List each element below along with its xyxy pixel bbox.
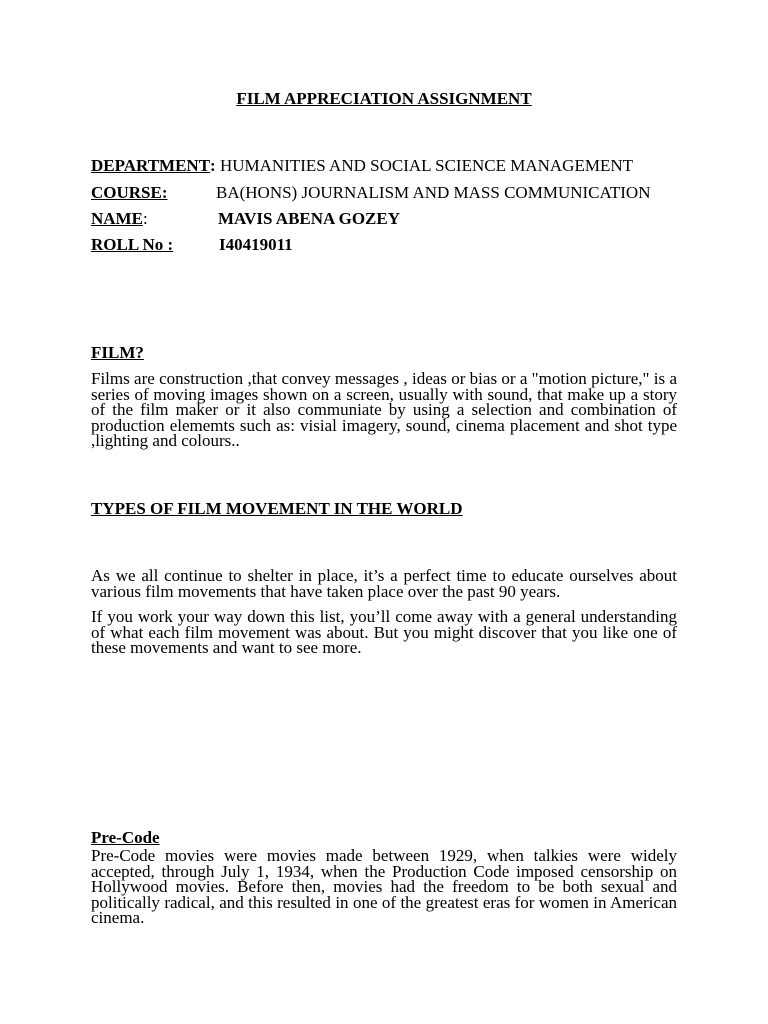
course-value: BA(HONS) JOURNALISM AND MASS COMMUNICATION [216, 183, 651, 202]
name-label: NAME [91, 209, 143, 228]
name-value: MAVIS ABENA GOZEY [218, 209, 401, 228]
course-row [91, 183, 691, 203]
course-label: COURSE: [91, 183, 168, 202]
film-paragraph: Films are construction ,that convey messages , ideas or bias or a "motion picture," is a series of moving images shown on a screen, usually with sound, that make up a story of the film maker or it also communiate by using a selection and combination of production elememts such as: visial imagery, sound, cinema placement and shot type ,lighting and colours.. [91, 369, 677, 450]
roll-row [91, 235, 691, 255]
types-heading: TYPES OF FILM MOVEMENT IN THE WORLD [91, 499, 463, 518]
department-value: HUMANITIES AND SOCIAL SCIENCE MANAGEMENT [215, 156, 633, 175]
film-heading: FILM? [91, 343, 144, 362]
roll-value: I40419011 [219, 235, 293, 254]
roll-label: ROLL No : [91, 235, 174, 254]
types-paragraph-2: If you work your way down this list, you’ll come away with a general understanding of what each film movement was about. But you might discover that you like one of these movements and want to see more. [91, 607, 677, 657]
name-row [91, 209, 691, 229]
precode-paragraph: Pre-Code movies were movies made between 1929, when talkies were widely accepted, through July 1, 1934, when the Production Code imposed censorship on Hollywood movies. Before then, movies had the freedom to be both sexual and politically radical, and this resulted in one of the greatest eras for women in American cinema. [91, 846, 677, 927]
precode-heading: Pre-Code [91, 828, 160, 847]
department-row [91, 156, 633, 176]
document-title: FILM APPRECIATION ASSIGNMENT [236, 89, 532, 108]
name-colon: : [142, 209, 148, 228]
types-paragraph-1: As we all continue to shelter in place, it’s a perfect time to educate ourselves about various film movements that have taken place over the past 90 years. [91, 566, 677, 601]
department-colon: : [210, 156, 216, 175]
department-label: DEPARTMENT [91, 156, 211, 175]
